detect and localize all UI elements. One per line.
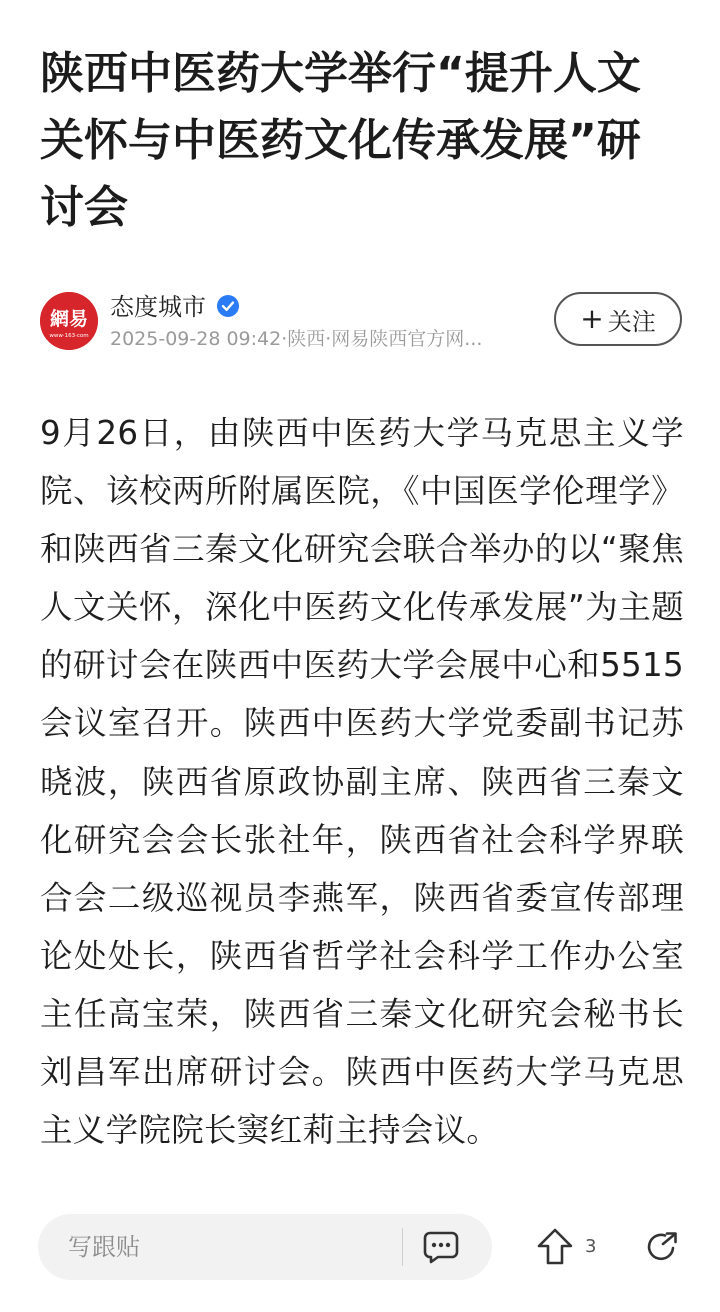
follow-button[interactable] — [554, 292, 682, 346]
bottom-bar — [0, 1210, 720, 1286]
verified-check-icon — [216, 294, 240, 318]
avatar-logo-subtext: www·163·com — [49, 333, 89, 339]
share-up-arrow-icon[interactable] — [536, 1227, 574, 1267]
comment-placeholder: 写跟贴 — [68, 1233, 140, 1261]
forward-arrow-icon[interactable] — [645, 1230, 679, 1264]
comment-input[interactable] — [38, 1214, 492, 1280]
avatar-logo-text: 網易 — [49, 308, 89, 330]
plus-icon: + — [580, 302, 604, 335]
comment-bubble-icon[interactable] — [421, 1227, 461, 1267]
follow-button-label: 关注 — [607, 307, 656, 336]
article-title: 陕西中医药大学举行“提升人文关怀与中医药文化传承发展”研讨会 — [40, 48, 641, 233]
share-count: 3 — [585, 1236, 597, 1257]
comment-divider — [402, 1228, 403, 1266]
author-name[interactable]: 态度城市 — [110, 293, 206, 321]
article-body: 9月26日，由陕西中医药大学马克思主义学院、该校两所附属医院，《中国医学伦理学》和陕西省三秦文化研究会联合举办的以“聚焦人文关怀，深化中医药文化传承发展”为主题的研讨会在陕西中医药大学会展中心和5515会议室召开。陕西中医药大学党委副书记苏晓波，陕西省原政协副主席、陕西省三秦文化研究会会长张社年，陕西省社会科学界联合会二级巡视员李燕军，陕西省委宣传部理论处处长，陕西省哲学社会科学工作办公室主任高宝荣，陕西省三秦文化研究会秘书长刘昌军出席研讨会。陕西中医药大学马克思主义学院院长窦红莉主持会议。 — [40, 414, 684, 1150]
article-meta: 2025-09-28 09:42·陕西·网易陕西官方网... — [110, 328, 483, 350]
author-row — [40, 290, 682, 356]
author-avatar[interactable] — [40, 292, 98, 350]
